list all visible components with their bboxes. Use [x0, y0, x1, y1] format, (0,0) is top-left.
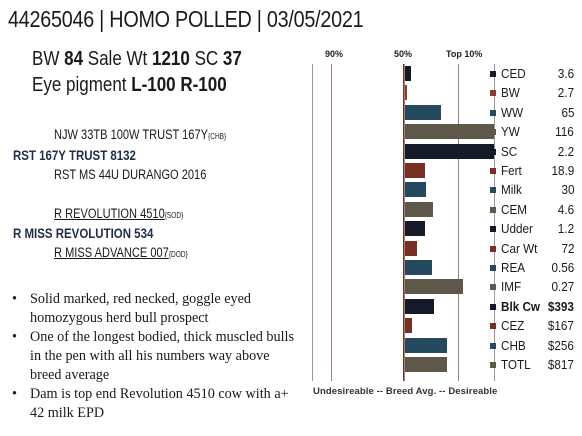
trait-label: TOTL	[501, 357, 531, 372]
legend-swatch	[490, 110, 496, 116]
pedigree-sire-sire: NJW 33TB 100W TRUST 167Y{CHB}	[54, 127, 227, 142]
epd-bar	[405, 124, 494, 139]
trait-value: 116	[555, 124, 574, 140]
sale-wt-label: Sale Wt	[87, 48, 148, 70]
trait-value: $393	[547, 298, 574, 314]
note-item: • One of the longest bodied, thick muscled bulls in the pen with all his numbers way above breed average	[12, 329, 294, 383]
epd-bar	[405, 85, 407, 100]
trait-value: $256	[547, 337, 574, 353]
legend-swatch	[490, 304, 496, 310]
trait-value: 2.7	[557, 85, 574, 101]
trait-label: CEM	[501, 201, 528, 217]
legend-swatch	[490, 284, 496, 290]
trait-label: Car Wt	[501, 240, 538, 256]
page-title: 44265046 | HOMO POLLED | 03/05/2021	[8, 6, 364, 32]
epd-bar	[405, 221, 425, 236]
trait-value: 65	[560, 104, 574, 120]
pedigree-tag: {SOD}	[164, 211, 184, 220]
trait-label: CEZ	[501, 318, 525, 334]
trait-label: Milk	[501, 182, 522, 198]
epd-bar	[405, 338, 447, 353]
legend-swatch	[490, 207, 496, 213]
scale-label-top10: Top 10%	[446, 49, 483, 59]
pedigree-dam-dam: R MISS ADVANCE 007{DOD}	[54, 245, 188, 260]
bw-value: 84	[64, 48, 84, 70]
sc-label: SC	[194, 48, 219, 70]
legend-swatch	[490, 129, 496, 135]
bw-label: BW	[32, 48, 60, 70]
eye-pigment-label: Eye pigment	[32, 74, 127, 96]
epd-bar	[405, 357, 447, 372]
trait-value: 3.6	[557, 66, 574, 81]
trait-label: Blk Cw	[501, 298, 541, 314]
legend-swatch	[490, 362, 496, 368]
trait-label: WW	[501, 104, 524, 120]
scale-label-90: 90%	[325, 49, 344, 59]
epd-bar	[405, 182, 426, 197]
trait-value: $167	[547, 318, 574, 334]
trait-value: 1.2	[557, 221, 574, 237]
epd-bar	[405, 105, 441, 120]
legend-swatch	[490, 265, 496, 271]
legend-swatch	[490, 149, 496, 155]
note-item: • Dam is top end Revolution 4510 cow with a+ 42 milk EPD	[12, 386, 289, 421]
trait-label: IMF	[501, 279, 522, 295]
epd-bar	[405, 144, 494, 159]
chart-gridline	[331, 64, 332, 381]
epd-bar	[405, 318, 412, 333]
trait-label: CED	[501, 66, 526, 81]
legend-swatch	[490, 71, 496, 77]
trait-label: CHB	[501, 337, 526, 353]
trait-label: Fert	[501, 163, 522, 178]
trait-label: YW	[501, 124, 520, 140]
legend-swatch	[490, 246, 496, 252]
epd-bar	[405, 202, 433, 217]
chart-footer: Undesireable -- Breed Avg. -- Desireable	[313, 386, 498, 397]
trait-label: REA	[501, 260, 526, 275]
chart-gridline	[312, 64, 313, 381]
pedigree-dam-sire: R REVOLUTION 4510{SOD}	[54, 206, 184, 221]
pedigree-sire: RST 167Y TRUST 8132	[13, 147, 136, 163]
epd-bar	[405, 279, 463, 294]
trait-label: SC	[501, 143, 518, 159]
trait-value: 0.56	[551, 260, 574, 275]
legend-swatch	[490, 90, 496, 96]
note-item: • Solid marked, red necked, goggle eyed homozygous herd bull prospect	[12, 291, 252, 326]
legend-swatch	[490, 187, 496, 193]
trait-value: 30	[560, 182, 574, 198]
sc-value: 37	[222, 48, 242, 70]
pedigree-tag: {DOD}	[168, 250, 188, 259]
trait-value: 2.2	[557, 143, 574, 159]
epd-bar	[405, 66, 411, 81]
pedigree-sire-dam: RST MS 44U DURANGO 2016	[54, 167, 207, 182]
trait-value: 4.6	[557, 201, 574, 217]
pedigree-tag: {CHB}	[208, 132, 227, 141]
trait-label: BW	[501, 85, 520, 101]
trait-value: 72	[560, 240, 574, 256]
sale-wt-value: 1210	[152, 48, 190, 70]
chart-gridline	[403, 64, 404, 381]
trait-value: 0.27	[551, 279, 574, 295]
trait-label: Udder	[501, 221, 533, 237]
eye-pigment-value: L-100 R-100	[131, 74, 227, 96]
legend-swatch	[490, 323, 496, 329]
legend-swatch	[490, 168, 496, 174]
trait-value: 18.9	[551, 163, 574, 178]
trait-value: $817	[547, 357, 574, 372]
scale-label-50: 50%	[394, 49, 413, 59]
legend-swatch	[490, 343, 496, 349]
epd-bar	[405, 163, 425, 178]
epd-bar	[405, 241, 417, 256]
chart-gridline	[458, 64, 459, 381]
epd-bar	[405, 260, 432, 275]
legend-swatch	[490, 226, 496, 232]
pedigree-dam: R MISS REVOLUTION 534	[13, 225, 154, 241]
epd-bar	[405, 299, 434, 314]
